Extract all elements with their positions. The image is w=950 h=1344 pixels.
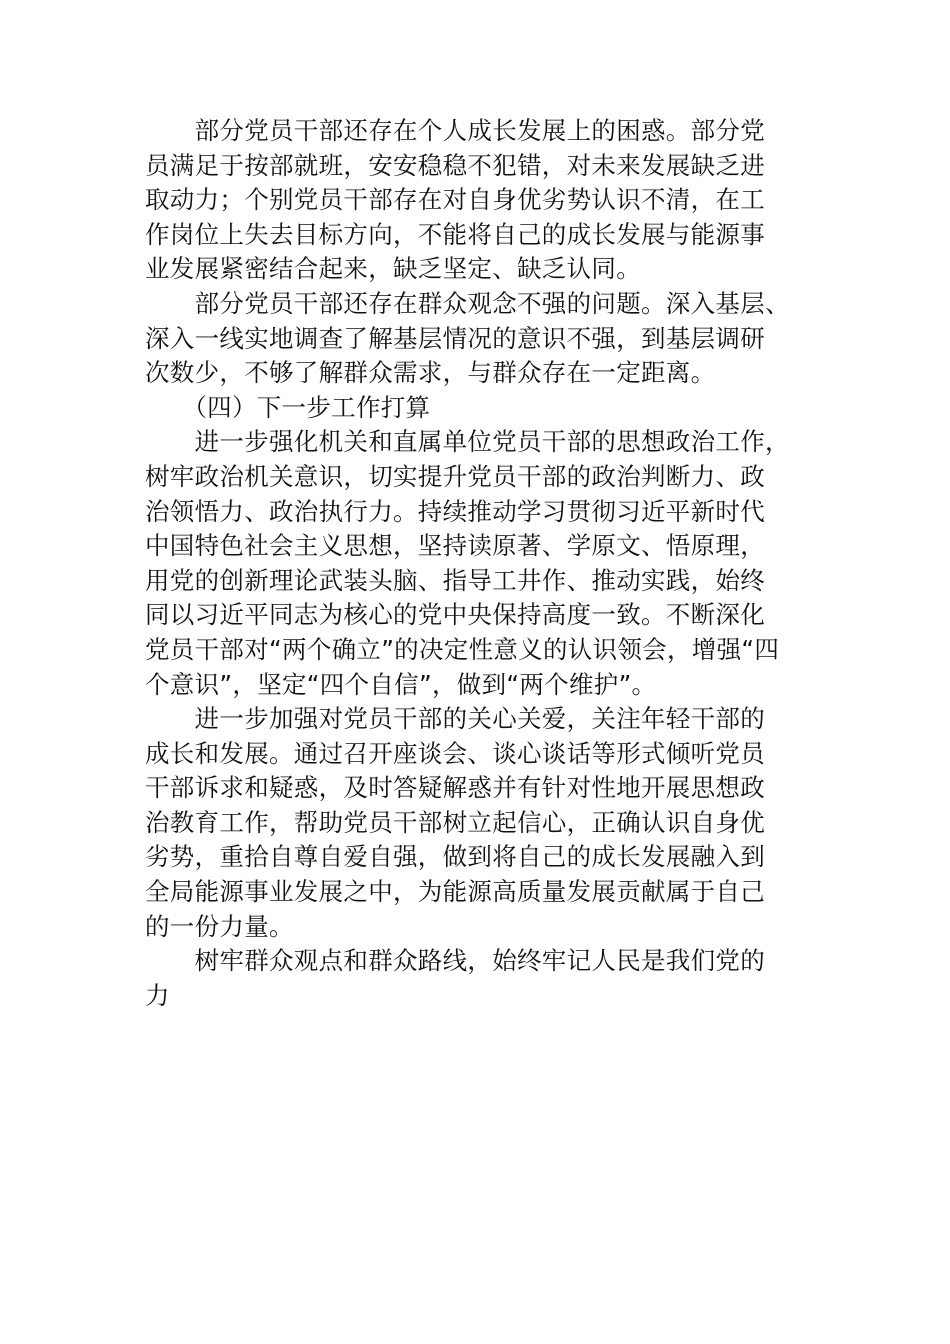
text-line: 中国特色社会主义思想，坚持读原著、学原文、悟原理， xyxy=(145,531,765,561)
text-line: 的一份力量。 xyxy=(145,911,294,941)
text-line: 劣势，重拾自尊自爱自强，做到将自己的成长发展融入到 xyxy=(145,842,765,872)
text-line: 深入一线实地调查了解基层情况的意识不强，到基层调研 xyxy=(145,323,765,353)
text-line: 次数少，不够了解群众需求，与群众存在一定距离。 xyxy=(145,358,716,388)
text-line: 树牢政治机关意识，切实提升党员干部的政治判断力、政 xyxy=(145,461,765,491)
text-line: 进一步强化机关和直属单位党员干部的思想政治工作， xyxy=(145,427,790,457)
text-line: 同以习近平同志为核心的党中央保持高度一致。不断深化 xyxy=(145,600,765,630)
text-line: 用党的创新理论武装头脑、指导工井作、推动实践，始终 xyxy=(145,565,765,595)
section-heading: （四）下一步工作打算 xyxy=(145,392,431,422)
text-line: 治领悟力、政治执行力。持续推动学习贯彻习近平新时代 xyxy=(145,496,765,526)
text-line: 干部诉求和疑惑，及时答疑解惑并有针对性地开展思想政 xyxy=(145,773,765,803)
text-line: 成长和发展。通过召开座谈会、谈心谈话等形式倾听党员 xyxy=(145,738,765,768)
text-line: 个意识”，坚定“四个自信”，做到“两个维护”。 xyxy=(145,669,657,699)
text-line: 员满足于按部就班，安安稳稳不犯错，对未来发展缺乏进 xyxy=(145,150,765,180)
text-line: 作岗位上失去目标方向，不能将自己的成长发展与能源事 xyxy=(145,219,765,249)
text-line: 取动力；个别党员干部存在对自身优劣势认识不清，在工 xyxy=(145,185,765,215)
text-line: 业发展紧密结合起来，缺乏坚定、缺乏认同。 xyxy=(145,254,641,284)
text-line: 进一步加强对党员干部的关心关爱，关注年轻干部的 xyxy=(145,704,765,734)
text-line: 全局能源事业发展之中，为能源高质量发展贡献属于自己 xyxy=(145,877,765,907)
text-line: 治教育工作，帮助党员干部树立起信心，正确认识自身优 xyxy=(145,807,765,837)
document-body xyxy=(145,114,810,1013)
text-line: 树牢群众观点和群众路线，始终牢记人民是我们党的 xyxy=(145,946,765,976)
text-line: 力 xyxy=(145,980,170,1010)
text-line: 部分党员干部还存在群众观念不强的问题。深入基层、 xyxy=(145,288,790,318)
text-line: 部分党员干部还存在个人成长发展上的困惑。部分党 xyxy=(145,116,765,145)
text-line: 党员干部对“两个确立”的决定性意义的认识领会，增强“四 xyxy=(145,634,780,664)
